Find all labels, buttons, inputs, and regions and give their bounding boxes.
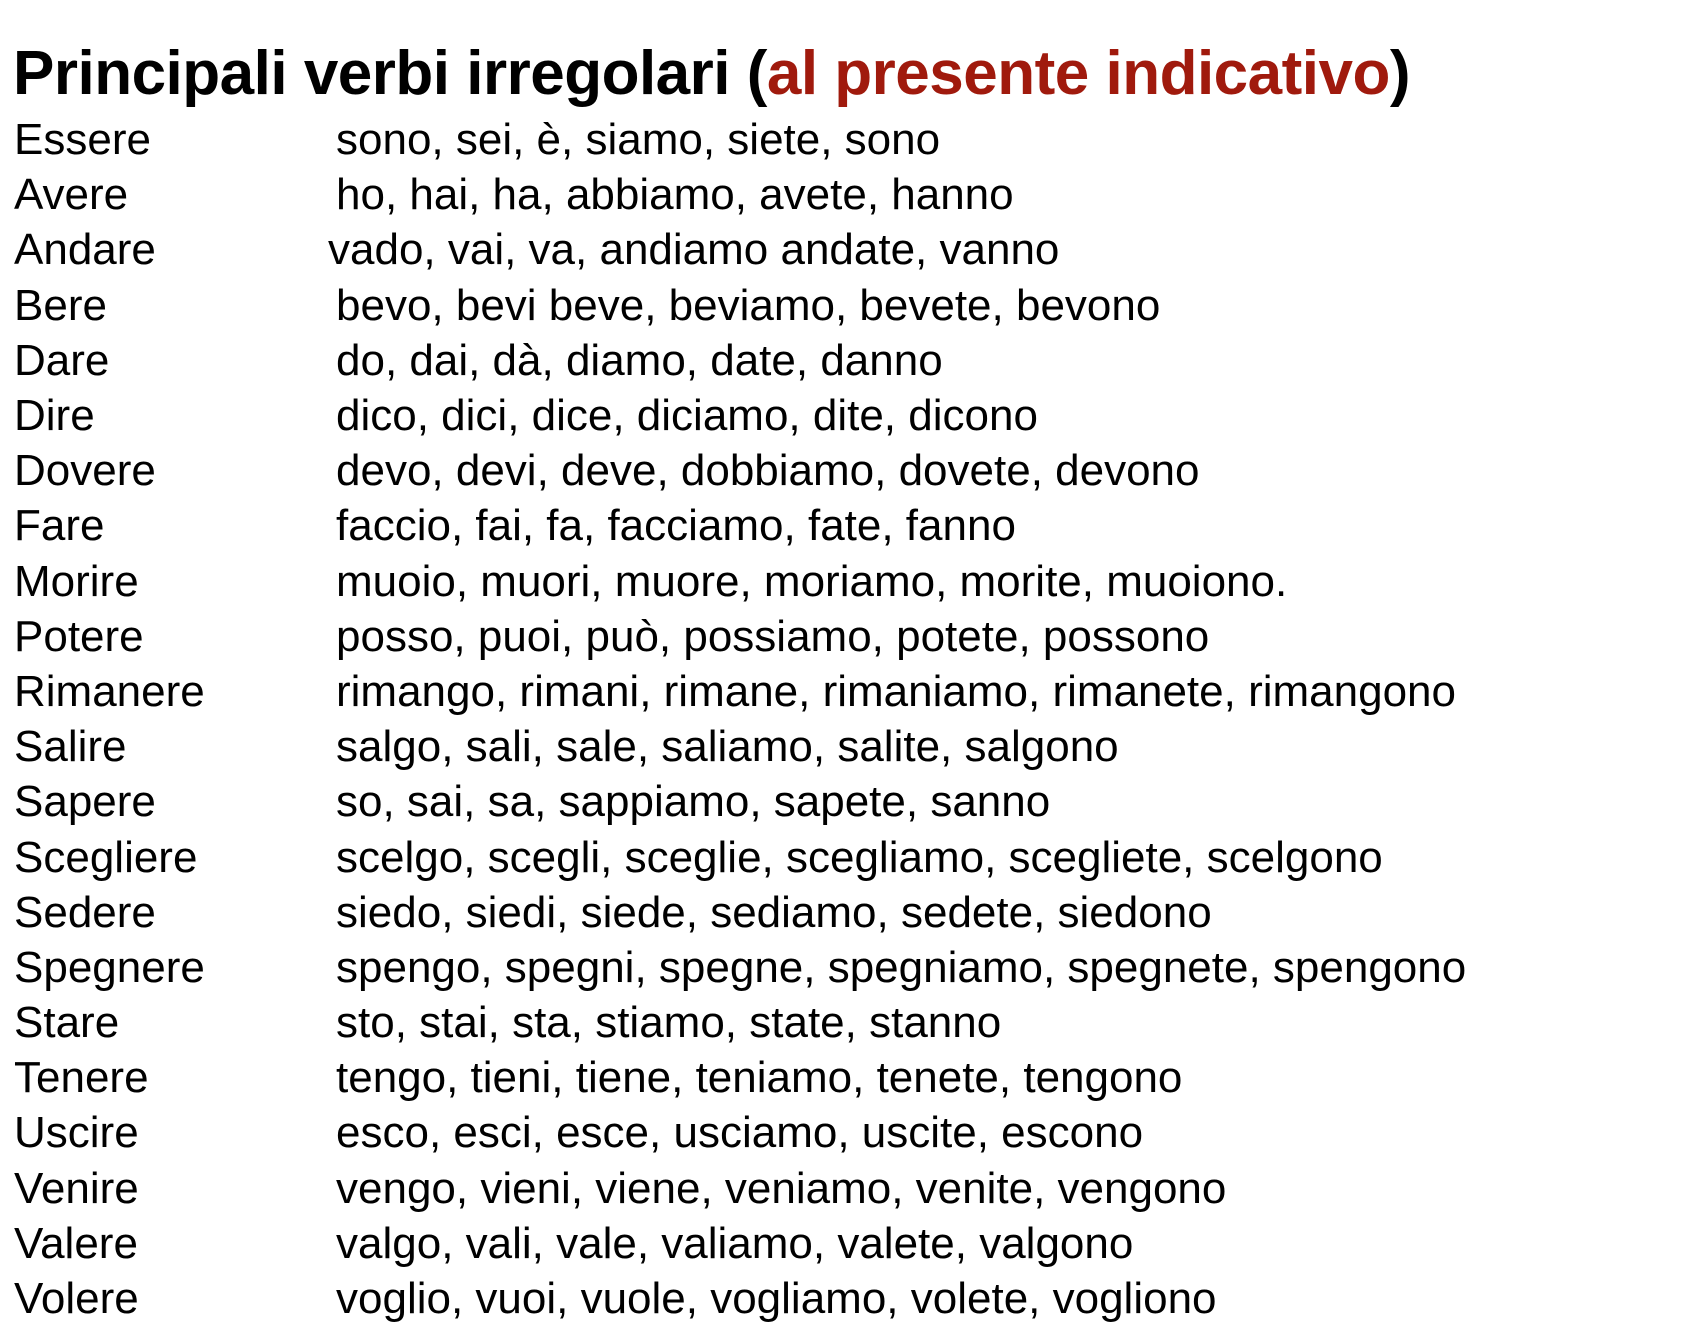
verb-row (14, 885, 1674, 940)
verb-forms: bevo, bevi beve, beviamo, bevete, bevono (336, 280, 1161, 330)
verb-forms: vengo, vieni, viene, veniamo, venite, vengono (336, 1163, 1227, 1213)
verb-forms: vado, vai, va, andiamo andate, vanno (328, 225, 1060, 275)
verb-infinitive: Dare (14, 335, 110, 385)
verb-row (14, 774, 1674, 829)
title-suffix: ) (1389, 39, 1411, 108)
verb-infinitive: Uscire (14, 1108, 139, 1158)
verb-forms: sono, sei, è, siamo, siete, sono (336, 115, 941, 165)
verb-row (14, 995, 1674, 1050)
page-title (13, 30, 1410, 118)
verb-row (14, 1161, 1674, 1216)
verb-infinitive: Rimanere (14, 666, 205, 716)
verb-forms: rimango, rimani, rimane, rimaniamo, rimanete, rimangono (336, 666, 1456, 716)
verb-infinitive: Salire (14, 722, 127, 772)
verb-infinitive: Volere (14, 1274, 139, 1324)
verb-infinitive: Venire (14, 1163, 139, 1213)
verb-forms: spengo, spegni, spegne, spegniamo, spegnete, spengono (336, 942, 1467, 992)
verb-row (14, 278, 1674, 333)
verb-row (14, 664, 1674, 719)
title-highlight: al presente indicativo (766, 39, 1390, 108)
verb-infinitive: Spegnere (14, 942, 205, 992)
verb-forms: so, sai, sa, sappiamo, sapete, sanno (336, 777, 1051, 827)
verb-infinitive: Andare (14, 225, 156, 275)
verb-infinitive: Morire (14, 556, 139, 606)
verb-infinitive: Stare (14, 998, 120, 1048)
verb-row (14, 1050, 1674, 1105)
verb-infinitive: Sapere (14, 777, 156, 827)
title-prefix: Principali verbi irregolari ( (13, 39, 767, 108)
verb-forms: sto, stai, sta, stiamo, state, stanno (336, 998, 1002, 1048)
verb-forms: siedo, siedi, siede, sediamo, sedete, siedono (336, 887, 1212, 937)
verb-row (14, 1216, 1674, 1271)
verb-row (14, 1271, 1674, 1326)
verb-forms: do, dai, dà, diamo, date, danno (336, 335, 943, 385)
verb-forms: dico, dici, dice, diciamo, dite, dicono (336, 391, 1038, 441)
verb-forms: salgo, sali, sale, saliamo, salite, salgono (336, 722, 1119, 772)
verb-row (14, 167, 1674, 222)
verb-row (14, 609, 1674, 664)
verb-infinitive: Avere (14, 170, 129, 220)
verb-infinitive: Scegliere (14, 832, 198, 882)
verb-forms: valgo, vali, vale, valiamo, valete, valgono (336, 1218, 1134, 1268)
verb-infinitive: Potere (14, 611, 144, 661)
verb-infinitive: Dire (14, 391, 95, 441)
verb-forms: scelgo, scegli, sceglie, scegliamo, scegliete, scelgono (336, 832, 1383, 882)
verb-forms: posso, puoi, può, possiamo, potete, possono (336, 611, 1210, 661)
verb-forms: voglio, vuoi, vuole, vogliamo, volete, vogliono (336, 1274, 1217, 1324)
verb-row (14, 333, 1674, 388)
verb-row (14, 222, 1674, 277)
verb-row (14, 829, 1674, 884)
verb-infinitive: Tenere (14, 1053, 149, 1103)
verb-list (14, 112, 1674, 1326)
verb-row (14, 112, 1674, 167)
verb-infinitive: Fare (14, 501, 105, 551)
verb-forms: esco, esci, esce, usciamo, uscite, escono (336, 1108, 1144, 1158)
verb-row (14, 498, 1674, 553)
verb-infinitive: Dovere (14, 446, 156, 496)
verb-row (14, 940, 1674, 995)
verb-row (14, 554, 1674, 609)
verb-forms: muoio, muori, muore, moriamo, morite, muoiono. (336, 556, 1288, 606)
verb-row (14, 443, 1674, 498)
verb-forms: tengo, tieni, tiene, teniamo, tenete, tengono (336, 1053, 1183, 1103)
verb-row (14, 719, 1674, 774)
verb-infinitive: Sedere (14, 887, 156, 937)
verb-infinitive: Valere (14, 1218, 138, 1268)
verb-forms: faccio, fai, fa, facciamo, fate, fanno (336, 501, 1016, 551)
verb-infinitive: Bere (14, 280, 107, 330)
verb-infinitive: Essere (14, 115, 151, 165)
verb-forms: devo, devi, deve, dobbiamo, dovete, devono (336, 446, 1200, 496)
verb-forms: ho, hai, ha, abbiamo, avete, hanno (336, 170, 1014, 220)
verb-row (14, 388, 1674, 443)
verb-row (14, 1105, 1674, 1160)
